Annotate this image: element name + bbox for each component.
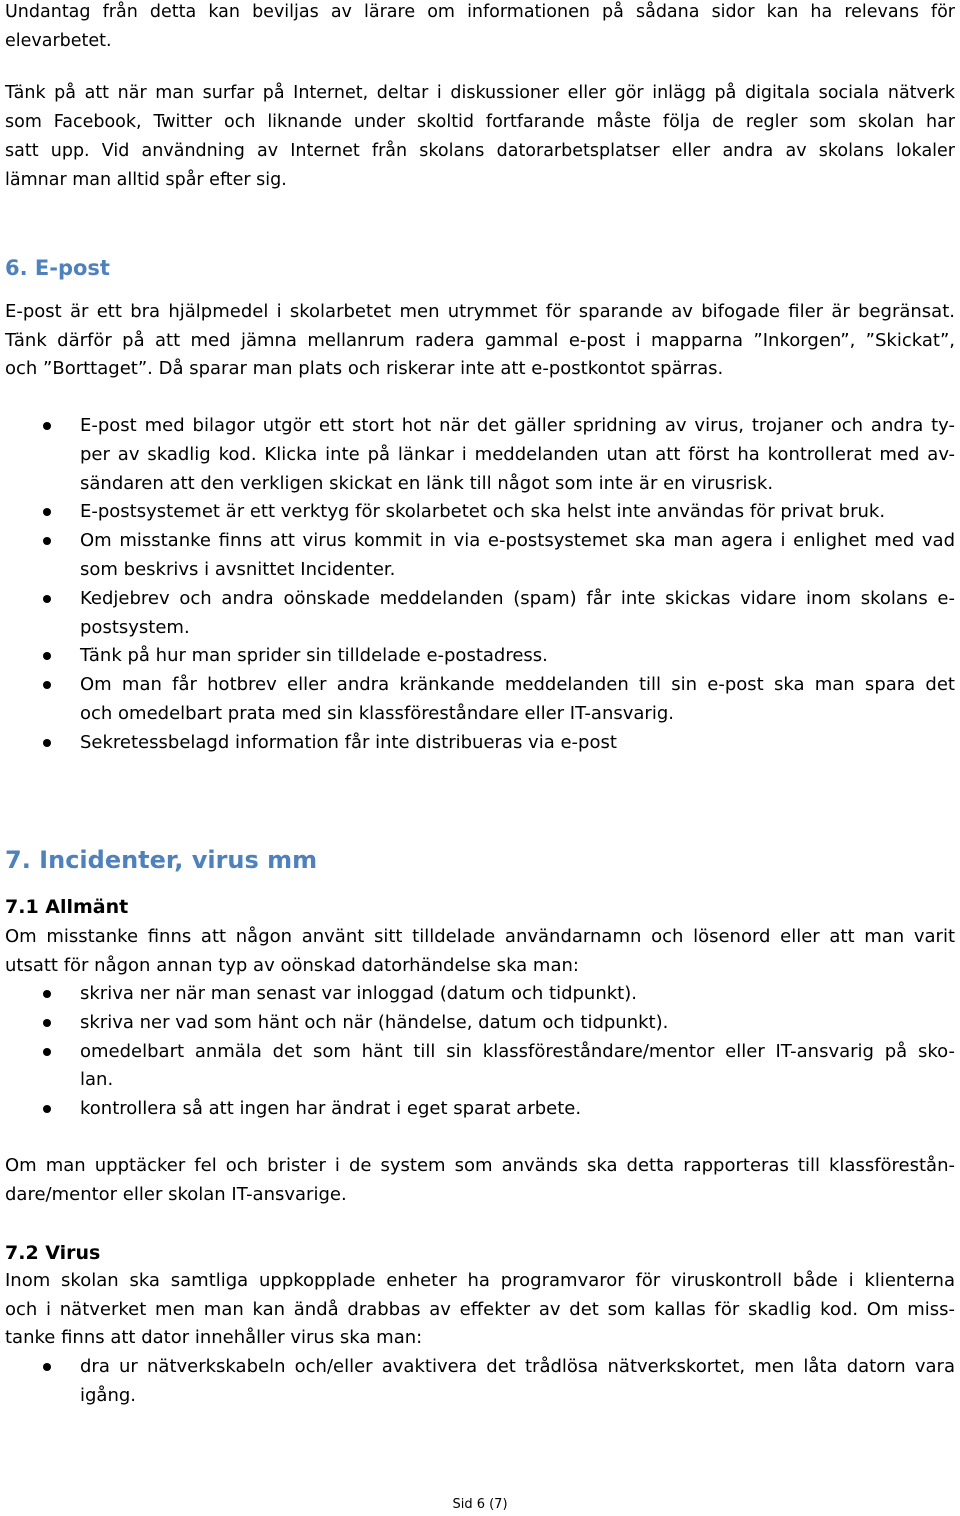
bullet-icon <box>43 508 51 516</box>
list-item <box>0 671 955 729</box>
section-7-2-paragraph <box>5 1267 955 1353</box>
list-item <box>0 980 955 1009</box>
bullet-icon <box>43 422 51 430</box>
intro-paragraph-1 <box>5 0 955 56</box>
text-line: Tänk därför på att med jämna mellanrum radera gammal e-post i mapparna ”Inkorgen”, ”Skickat”, <box>5 329 955 351</box>
text-line: tanke finns att dator innehåller virus ska man: <box>5 1327 423 1348</box>
bullet-icon <box>43 1019 51 1027</box>
list-item <box>0 729 955 758</box>
list-item <box>0 585 955 643</box>
text-line: Tänk på att när man surfar på Internet, deltar i diskussioner eller gör inlägg på digitala sociala nätverk <box>5 83 955 103</box>
text-line: postsystem. <box>80 616 190 638</box>
section-7-1-bullet-list <box>0 980 960 1124</box>
section-7-2-bullet-list <box>0 1353 960 1411</box>
intro-paragraph-2 <box>5 79 955 195</box>
text-line: satt upp. Vid användning av Internet från skolans datorarbetsplatser eller andra av skolans lokaler <box>5 141 955 161</box>
section-7-heading: 7. Incidenter, virus mm <box>5 846 318 874</box>
list-item <box>0 1009 955 1038</box>
text-line: E-post är ett bra hjälpmedel i skolarbetet men utrymmet för sparande av bifogade filer är begränsat. <box>5 301 955 322</box>
text-line: Om misstanke finns att någon använt sitt tilldelade användarnamn och lösenord eller att man varit <box>5 926 955 947</box>
text-line: och omedelbart prata med sin klassföreståndare eller IT-ansvarig. <box>80 702 674 724</box>
text-line: och i nätverket men man kan ändå drabbas av effekter av det som kallas för skadlig kod. Om miss- <box>5 1298 955 1320</box>
text-line: dare/mentor eller skolan IT-ansvarige. <box>5 1183 347 1205</box>
text-line: skriva ner när man senast var inloggad (datum och tidpunkt). <box>80 983 637 1004</box>
bullet-icon <box>43 537 51 545</box>
text-line: Om misstanke finns att virus kommit in via e-postsystemet ska man agera i enlighet med vad <box>80 530 955 552</box>
text-line: utsatt för någon annan typ av oönskad datorhändelse ska man: <box>5 954 579 976</box>
text-line: dra ur nätverkskabeln och/eller avaktivera det trådlösa nätverkskortet, men låta datorn vara <box>80 1356 955 1377</box>
section-7-1-closing-paragraph <box>5 1152 955 1209</box>
list-item <box>0 412 955 498</box>
text-line: omedelbart anmäla det som hänt till sin klassföreståndare/mentor eller IT-ansvarig på sko- <box>80 1040 955 1062</box>
text-line: elevarbetet. <box>5 31 112 51</box>
section-7-1-heading: 7.1 Allmänt <box>5 896 129 918</box>
text-line: Om man får hotbrev eller andra kränkande meddelanden till sin e-post ska man spara det <box>80 674 955 696</box>
text-line: som Facebook, Twitter och liknande under skoltid fortfarande måste följa de regler som skolan har <box>5 112 955 132</box>
bullet-icon <box>43 1363 51 1371</box>
list-item <box>0 1095 955 1124</box>
section-7-1-paragraph <box>5 923 955 980</box>
bullet-icon <box>43 739 51 747</box>
bullet-icon <box>43 990 51 998</box>
list-item <box>0 498 955 527</box>
text-line: Undantag från detta kan beviljas av lärare om informationen på sådana sidor kan ha relevans för <box>5 2 955 22</box>
text-line: igång. <box>80 1384 137 1406</box>
text-line: skriva ner vad som hänt och när (händelse, datum och tidpunkt). <box>80 1011 669 1033</box>
bullet-icon <box>43 652 51 660</box>
text-line: sändaren att den verkligen skickat en länk till något som inte är en virusrisk. <box>80 472 774 494</box>
text-line: och ”Borttaget”. Då sparar man plats och riskerar inte att e-postkontot spärras. <box>5 358 724 379</box>
section-6-bullet-list <box>0 412 960 758</box>
text-line: per av skadlig kod. Klicka inte på länkar i meddelanden utan att först ha kontrollerat med av- <box>80 443 955 465</box>
text-line: lämnar man alltid spår efter sig. <box>5 170 287 190</box>
text-line: Sekretessbelagd information får inte distribueras via e-post <box>80 731 617 753</box>
list-item <box>0 1353 955 1411</box>
list-item <box>0 527 955 585</box>
bullet-icon <box>43 1048 51 1056</box>
text-line: lan. <box>80 1069 114 1091</box>
bullet-icon <box>43 1105 51 1113</box>
text-line: Om man upptäcker fel och brister i de system som används ska detta rapporteras till klassförestån- <box>5 1155 955 1176</box>
list-item <box>0 1038 955 1096</box>
text-line: kontrollera så att ingen har ändrat i eget sparat arbete. <box>80 1098 582 1120</box>
bullet-icon <box>43 681 51 689</box>
text-line: Kedjebrev och andra oönskade meddelanden (spam) får inte skickas vidare inom skolans e- <box>80 587 955 609</box>
text-line: E-post med bilagor utgör ett stort hot när det gäller spridning av virus, trojaner och andra ty- <box>80 415 955 436</box>
text-line: som beskrivs i avsnittet Incidenter. <box>80 558 396 580</box>
bullet-icon <box>43 595 51 603</box>
list-item <box>0 642 955 671</box>
section-6-heading: 6. E-post <box>5 256 110 280</box>
text-line: Tänk på hur man sprider sin tilldelade e-postadress. <box>80 645 548 667</box>
section-7-2-heading: 7.2 Virus <box>5 1242 101 1264</box>
text-line: Inom skolan ska samtliga uppkopplade enheter ha programvaror för viruskontroll både i klienterna <box>5 1270 955 1291</box>
page-number: Sid 6 (7) <box>452 1497 508 1512</box>
text-line: E-postsystemet är ett verktyg för skolarbetet och ska helst inte användas för privat bruk. <box>80 501 886 523</box>
section-6-paragraph <box>5 298 955 384</box>
